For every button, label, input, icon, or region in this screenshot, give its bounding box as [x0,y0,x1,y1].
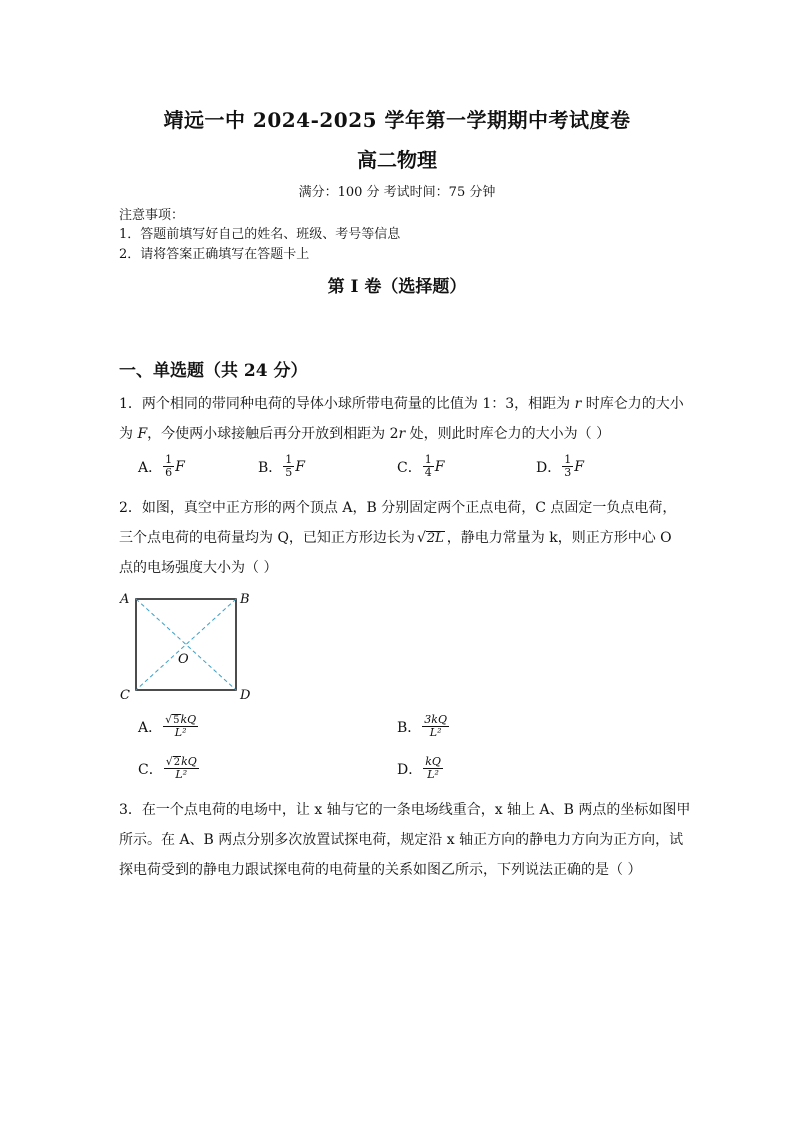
q2-square-figure [116,588,256,704]
q2-option-c: C． √ 2 kQ L² [138,755,197,781]
label-c: C [120,688,130,703]
q1-option-b: B． $\frac{1}{5}$ F [258,453,306,479]
q2-option-d: D． $\frac{kQ}{\text{L²}}$ [397,755,441,781]
label-d: D [240,688,251,703]
section-title: 一、单选题（共 24 分） [119,361,308,381]
part-title: 第 I 卷（选择题） [327,277,467,297]
q2-option-b: B． $\frac{3kQ}{\text{L²}}$ [397,713,447,739]
q3-line3: 探电荷受到的静电力跟试探电荷的电荷量的关系如图乙所示，下列说法正确的是（ ） [119,862,642,878]
q1-line1: 1．两个相同的带同种电荷的导体小球所带电荷量的比值为 1：3，相距为 r 时库仑力的大小 [119,396,684,412]
notes-heading: 注意事项： [119,208,185,223]
q2-option-a: A． √ 5 kQ L² [138,713,197,739]
label-a: A [120,592,130,607]
label-o: O [178,652,189,667]
q2-line2: 三个点电荷的电荷量均为 Q，已知正方形边长为 √ 2L ，静电力常量为 k，则正方形中心 O [119,530,672,546]
subject-title: 高二物理 [357,148,437,172]
note-item: 1．答题前填写好自己的姓名、班级、考号等信息 [119,227,401,242]
label-b: B [240,592,250,607]
q1-line2: 为 F，今使两小球接触后再分开放到相距为 2r 处，则此时库仑力的大小为（ ） [119,426,611,442]
q2-line3: 点的电场强度大小为（ ） [119,560,278,576]
exam-title: 靖远一中 2024-2025 学年第一学期期中考试度卷 [163,108,631,132]
q3-line2: 所示。在 A、B 两点分别多次放置试探电荷，规定沿 x 轴正方向的静电力方向为正方向，试 [119,832,684,848]
q3-line1: 3．在一个点电荷的电场中，让 x 轴与它的一条电场线重合，x 轴上 A、B 两点的坐标如图甲 [119,802,691,818]
q1-option-a: A． $\frac{1}{6}$ F [138,453,185,479]
note-item: 2．请将答案正确填写在答题卡上 [119,247,310,262]
q1-option-c: C． $\frac{1}{4}$ F [397,453,445,479]
score-time-line: 满分：100 分 考试时间：75 分钟 [298,185,496,200]
q1-option-d: D． $\frac{1}{3}$ F [536,453,584,479]
q2-line1: 2．如图，真空中正方形的两个顶点 A，B 分别固定两个正点电荷，C 点固定一负点电荷， [119,500,677,516]
